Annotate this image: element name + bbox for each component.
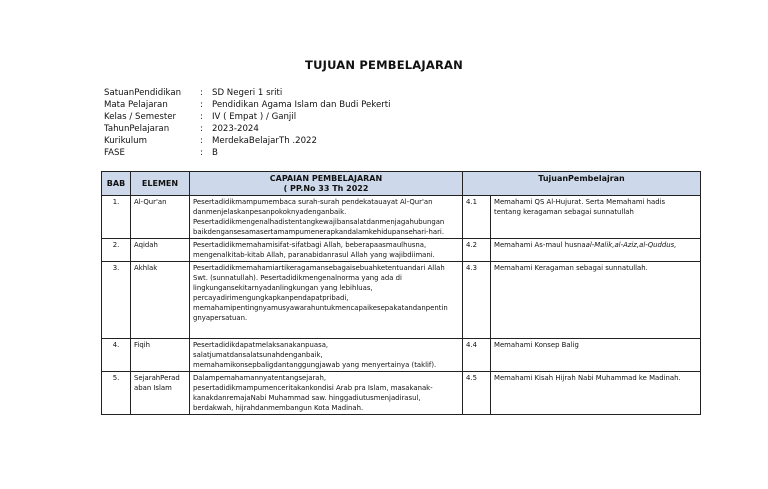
capaian-line: memahamipentingnyamusyawarahuntukmencapaikesepakatandanpentin xyxy=(193,304,448,313)
elemen-line: aban Islam xyxy=(134,384,172,393)
meta-row xyxy=(104,135,391,147)
meta-label: Kurikulum xyxy=(104,136,147,147)
tp-line: Memahami Kisah Hijrah Nabi Muhammad ke Madinah. xyxy=(494,374,681,383)
table-header-row xyxy=(102,172,701,196)
elemen-line: SejarahPerad xyxy=(134,374,180,383)
tp-italic-text: al-Malik,al-Aziz,al-Quddus, xyxy=(585,241,677,250)
capaian-line: mengenalkitab-kitab Allah, paranabidanrasul Allah yang wajibdiimani. xyxy=(193,251,435,260)
table-row xyxy=(102,372,701,415)
table-row xyxy=(102,262,701,339)
capaian-line: memahamikonsepbaligdantanggungjawab yang menyertainya (taklif). xyxy=(193,361,437,370)
tp-cell xyxy=(491,239,701,262)
tp-text: Memahami As-maul husna xyxy=(494,241,586,250)
table-row xyxy=(102,339,701,372)
capaian-line: baikdengansesamasertamampumenerapkandalamkehidupansehari-hari. xyxy=(193,228,445,237)
meta-row xyxy=(104,123,391,135)
capaian-line: gnyapersatuan. xyxy=(193,314,248,323)
capaian-line: lingkungansekitarnyadanlingkungan yang lebihluas, xyxy=(193,284,373,293)
capaian-line: kanakdanremajaNabi Muhammad saw. hinggadiutusmenjadirasul, xyxy=(193,394,421,403)
capaian-line: salatjumatdansalatsunahdenganbaik, xyxy=(193,351,323,360)
bab-cell: 1. xyxy=(102,196,131,239)
capaian-line: percayadirimengungkapkanpendapatpribadi, xyxy=(193,294,349,303)
tp-number-cell: 4.1 xyxy=(463,196,491,239)
header-bab: BAB xyxy=(102,172,131,196)
capaian-cell xyxy=(190,262,463,339)
elemen-cell: Aqidah xyxy=(131,239,190,262)
meta-label: Mata Pelajaran xyxy=(104,100,168,111)
meta-colon: : xyxy=(200,148,203,159)
meta-row xyxy=(104,99,391,111)
capaian-line: Dalampemahamannyatentangsejarah, xyxy=(193,374,327,383)
meta-value: B xyxy=(212,148,218,159)
header-capaian-line1: CAPAIAN PEMBELAJARAN xyxy=(269,174,383,183)
tp-number-cell: 4.5 xyxy=(463,372,491,415)
tp-line: Memahami Keragaman sebagai sunnatullah. xyxy=(494,264,648,273)
meta-row xyxy=(104,111,391,123)
tp-cell xyxy=(491,339,701,372)
meta-colon: : xyxy=(200,136,203,147)
meta-value: IV ( Empat ) / Ganjil xyxy=(212,112,297,123)
header-elemen: ELEMEN xyxy=(131,172,190,196)
meta-value: Pendidikan Agama Islam dan Budi Pekerti xyxy=(212,100,391,111)
table-row xyxy=(102,196,701,239)
meta-row xyxy=(104,147,391,159)
bab-cell: 5. xyxy=(102,372,131,415)
meta-colon: : xyxy=(200,124,203,135)
meta-value: 2023-2024 xyxy=(212,124,259,135)
meta-colon: : xyxy=(200,88,203,98)
header-capaian-line2: ( PP.No 33 Th 2022 xyxy=(283,183,369,193)
elemen-cell: Al-Qur'an xyxy=(131,196,190,239)
elemen-cell: Akhlak xyxy=(131,262,190,339)
tp-number-cell: 4.3 xyxy=(463,262,491,339)
meta-colon: : xyxy=(200,112,203,123)
meta-colon: : xyxy=(200,100,203,111)
capaian-cell xyxy=(190,372,463,415)
elemen-cell xyxy=(131,372,190,415)
capaian-cell xyxy=(190,339,463,372)
meta-label: SatuanPendidikan xyxy=(104,88,182,98)
header-tujuan: TujuanPembelajran xyxy=(463,172,701,196)
capaian-line: Pesertadidikmemahamiartikeragamansebagaisebuahketentuandari Allah xyxy=(193,264,445,273)
capaian-line: Pesertadidikdapatmelaksanakanpuasa, xyxy=(193,341,329,350)
tp-line: tentang keragaman sebagai sunnatullah xyxy=(494,208,634,217)
metadata-block xyxy=(104,87,391,160)
tp-cell xyxy=(491,262,701,339)
bab-cell: 2. xyxy=(102,239,131,262)
table-row xyxy=(102,239,701,262)
capaian-line: danmenjelaskanpesanpokoknyadenganbaik. xyxy=(193,208,347,217)
capaian-line: Pesertadidikmengenalhadistentangkewajibansalatdanmenjagahubungan xyxy=(193,218,445,227)
capaian-line: pesertadidikmampumenceritakankondisi Arab pra Islam, masakanak- xyxy=(193,384,433,393)
meta-row xyxy=(104,87,391,99)
elemen-cell: Fiqih xyxy=(131,339,190,372)
bab-cell: 3. xyxy=(102,262,131,339)
page-title: TUJUAN PEMBELAJARAN xyxy=(305,58,463,72)
tp-line: Memahami QS Al-Hujurat. Serta Memahami hadis xyxy=(494,198,666,207)
capaian-cell xyxy=(190,196,463,239)
meta-label: TahunPelajaran xyxy=(104,124,170,135)
tp-number-cell: 4.4 xyxy=(463,339,491,372)
meta-label: FASE xyxy=(104,148,125,159)
meta-label: Kelas / Semester xyxy=(104,112,177,123)
learning-objectives-table xyxy=(101,171,701,415)
bab-cell: 4. xyxy=(102,339,131,372)
meta-value: SD Negeri 1 sriti xyxy=(212,88,283,98)
header-capaian xyxy=(190,172,463,196)
capaian-line: Pesertadidikmemahamisifat-sifatbagi Allah, beberapaasmaulhusna, xyxy=(193,241,427,250)
tp-number-cell: 4.2 xyxy=(463,239,491,262)
tp-cell xyxy=(491,372,701,415)
capaian-line: Swt. (sunnatullah). Pesertadidikmengenalnorma yang ada di xyxy=(193,274,402,283)
tp-line: Memahami Konsep Balig xyxy=(494,341,579,350)
meta-value: MerdekaBelajarTh .2022 xyxy=(212,136,317,147)
capaian-line: Pesertadidikmampumembaca surah-surah pendekatauayat Al-Qur'an xyxy=(193,198,433,207)
capaian-line: berdakwah, hijrahdanmembangun Kota Madinah. xyxy=(193,404,364,413)
capaian-cell xyxy=(190,239,463,262)
tp-cell xyxy=(491,196,701,239)
